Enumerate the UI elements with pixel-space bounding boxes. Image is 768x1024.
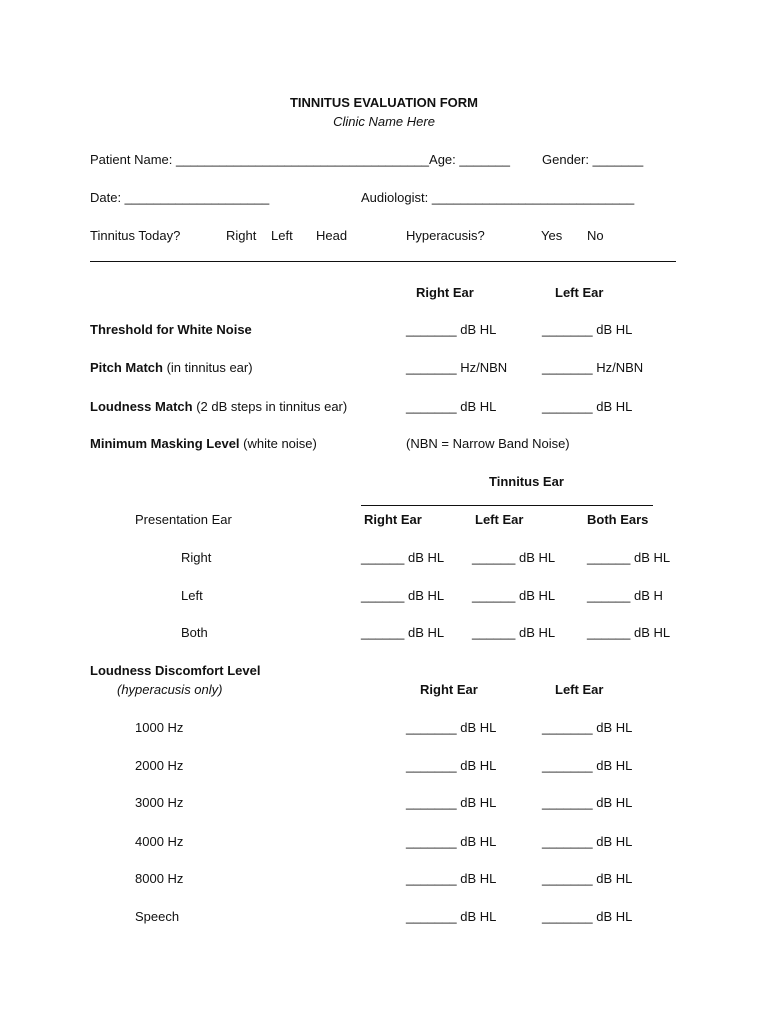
ldl-title: Loudness Discomfort Level (90, 663, 261, 678)
ldl-right-field[interactable]: _______ dB HL (406, 720, 497, 735)
loudness-match-title: Loudness Match (90, 399, 193, 414)
masking-col-right-ear: Right Ear (364, 512, 422, 527)
ldl-right-field[interactable]: _______ dB HL (406, 871, 497, 886)
form-title: TINNITUS EVALUATION FORM (289, 95, 479, 110)
ldl-header-left-ear: Left Ear (555, 682, 604, 697)
tinnitus-ear-header: Tinnitus Ear (489, 474, 564, 489)
masking-row-label: Right (181, 550, 212, 565)
ldl-subtitle: (hyperacusis only) (117, 682, 223, 697)
pitch-match-label (90, 360, 253, 376)
ldl-right-field[interactable]: _______ dB HL (406, 909, 497, 924)
patient-name-age-field[interactable]: Patient Name: ___________________________________Age: _______ (90, 152, 510, 167)
masking-col-both-ears: Both Ears (587, 512, 649, 527)
tinnitus-option-left[interactable]: Left (271, 228, 293, 243)
masking-cell-field[interactable]: ______ dB HL (361, 550, 445, 565)
loudness-match-note: (2 dB steps in tinnitus ear) (192, 399, 348, 414)
ldl-left-field[interactable]: _______ dB HL (542, 871, 633, 886)
clinic-name: Clinic Name Here (333, 114, 435, 129)
presentation-ear-label: Presentation Ear (135, 512, 232, 527)
hyperacusis-option-no[interactable]: No (587, 228, 604, 243)
section-divider (90, 261, 676, 262)
ldl-row-label: 3000 Hz (135, 795, 184, 810)
masking-cell-field[interactable]: ______ dB HL (472, 550, 556, 565)
masking-cell-field[interactable]: ______ dB HL (472, 588, 556, 603)
masking-row-label: Both (181, 625, 208, 640)
ldl-left-field[interactable]: _______ dB HL (542, 795, 633, 810)
masking-col-left-ear: Left Ear (475, 512, 524, 527)
ldl-right-field[interactable]: _______ dB HL (406, 795, 497, 810)
tinnitus-today-label: Tinnitus Today? (90, 228, 181, 243)
masking-cell-field[interactable]: ______ dB HL (472, 625, 556, 640)
threshold-left-field[interactable]: _______ dB HL (542, 322, 633, 337)
masking-cell-field[interactable]: ______ dB H (587, 588, 663, 603)
ldl-row-label: Speech (135, 909, 180, 924)
ldl-left-field[interactable]: _______ dB HL (542, 834, 633, 849)
masking-row-label: Left (181, 588, 203, 603)
hyperacusis-option-yes[interactable]: Yes (541, 228, 563, 243)
masking-cell-field[interactable]: ______ dB HL (587, 625, 671, 640)
ldl-row-label: 2000 Hz (135, 758, 184, 773)
threshold-label: Threshold for White Noise (90, 322, 252, 337)
measures-header-left-ear: Left Ear (555, 285, 604, 300)
measures-header-right-ear: Right Ear (416, 285, 474, 300)
ldl-right-field[interactable]: _______ dB HL (406, 758, 497, 773)
masking-cell-field[interactable]: ______ dB HL (361, 625, 445, 640)
masking-cell-field[interactable]: ______ dB HL (587, 550, 671, 565)
ldl-left-field[interactable]: _______ dB HL (542, 720, 633, 735)
ldl-left-field[interactable]: _______ dB HL (542, 909, 633, 924)
nbn-note: (NBN = Narrow Band Noise) (406, 436, 570, 451)
ldl-left-field[interactable]: _______ dB HL (542, 758, 633, 773)
loudness-right-field[interactable]: _______ dB HL (406, 399, 497, 414)
tinnitus-ear-rule (361, 505, 653, 506)
masking-cell-field[interactable]: ______ dB HL (361, 588, 445, 603)
mml-label (90, 436, 317, 452)
ldl-row-label: 8000 Hz (135, 871, 184, 886)
loudness-left-field[interactable]: _______ dB HL (542, 399, 633, 414)
tinnitus-option-right[interactable]: Right (226, 228, 257, 243)
gender-field[interactable]: Gender: _______ (542, 152, 644, 167)
pitch-left-field[interactable]: _______ Hz/NBN (542, 360, 644, 375)
tinnitus-option-head[interactable]: Head (316, 228, 348, 243)
mml-title: Minimum Masking Level (90, 436, 240, 451)
threshold-right-field[interactable]: _______ dB HL (406, 322, 497, 337)
pitch-match-title: Pitch Match (90, 360, 163, 375)
hyperacusis-label: Hyperacusis? (406, 228, 485, 243)
ldl-row-label: 1000 Hz (135, 720, 184, 735)
ldl-header-right-ear: Right Ear (420, 682, 478, 697)
pitch-right-field[interactable]: _______ Hz/NBN (406, 360, 508, 375)
ldl-right-field[interactable]: _______ dB HL (406, 834, 497, 849)
mml-note: (white noise) (239, 436, 317, 451)
ldl-row-label: 4000 Hz (135, 834, 184, 849)
loudness-match-label (90, 399, 347, 415)
pitch-match-note: (in tinnitus ear) (162, 360, 253, 375)
audiologist-field[interactable]: Audiologist: ____________________________ (361, 190, 635, 205)
date-field[interactable]: Date: ____________________ (90, 190, 270, 205)
